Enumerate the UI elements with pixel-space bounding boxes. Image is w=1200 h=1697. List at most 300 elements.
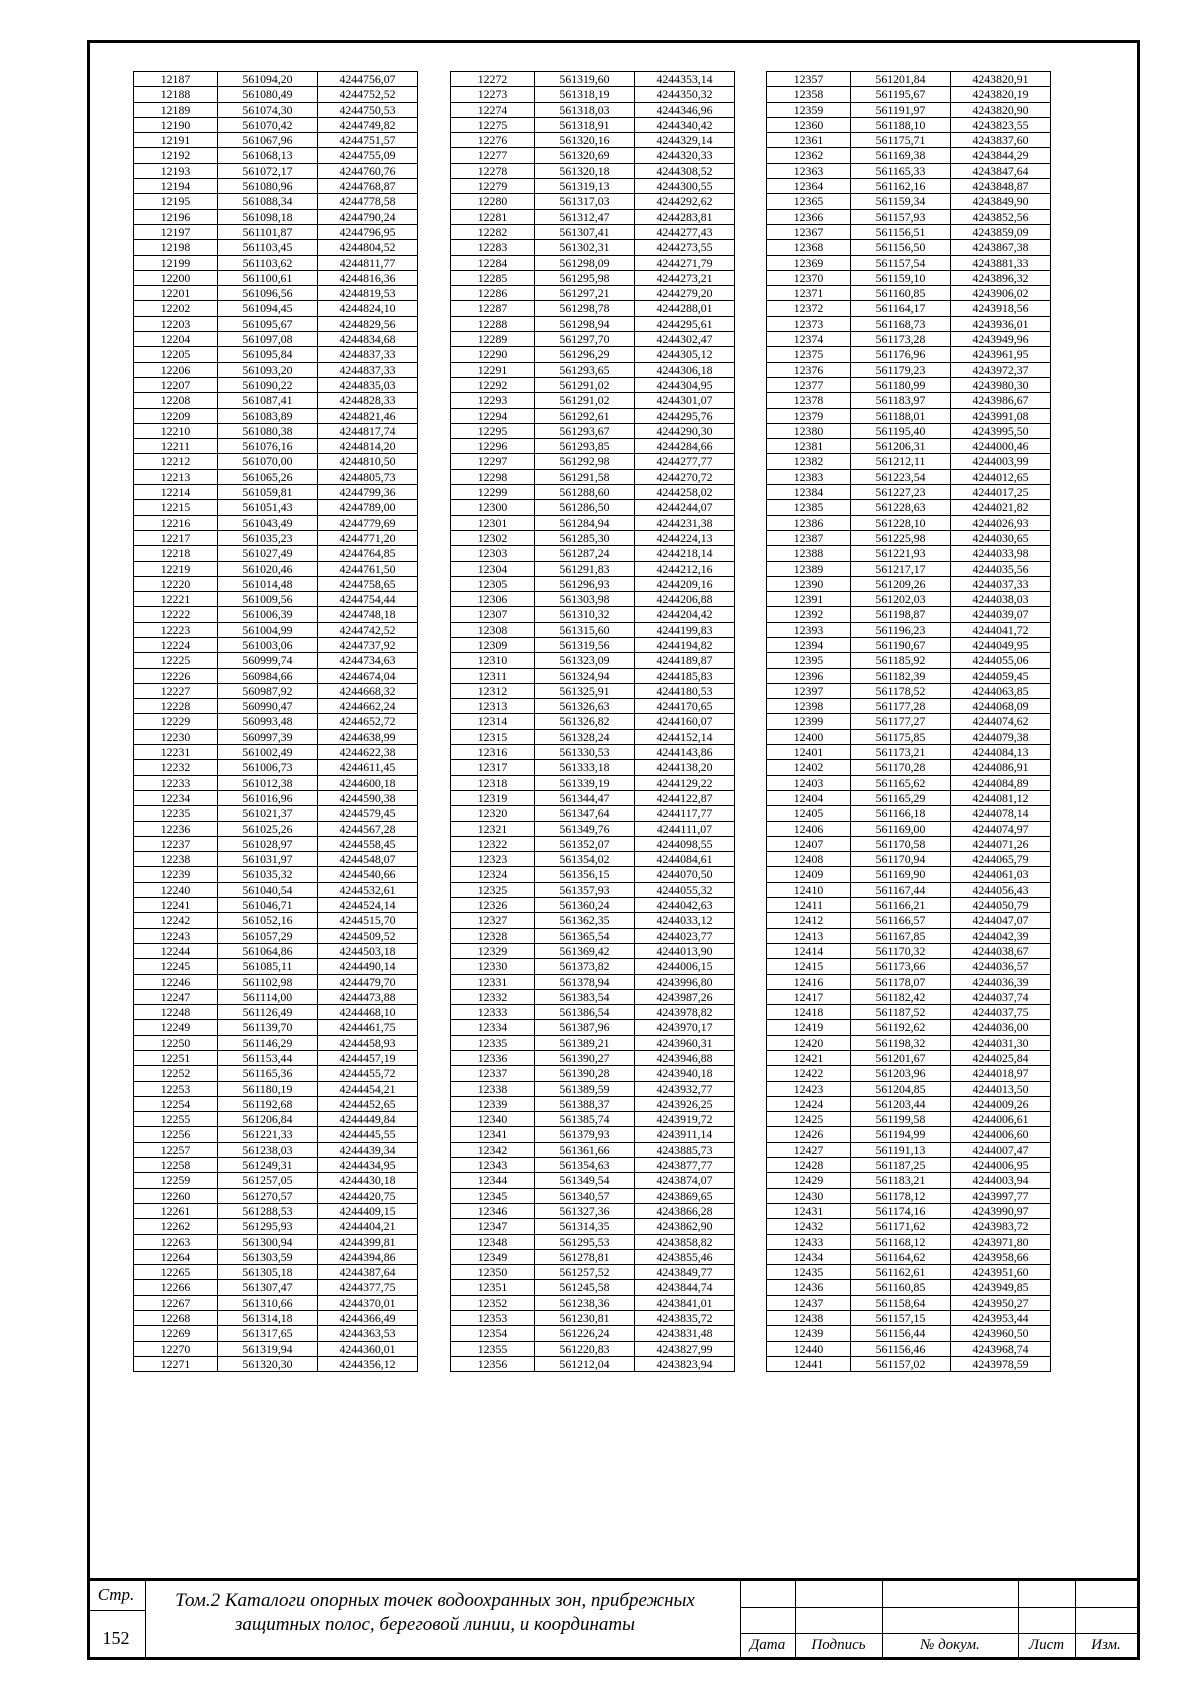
coordinate-x: 561365,54 — [535, 928, 635, 943]
coordinate-x: 561178,12 — [851, 1188, 951, 1203]
point-number: 12245 — [134, 959, 218, 974]
coordinate-y: 4244185,83 — [635, 668, 735, 683]
point-number: 12380 — [767, 423, 851, 438]
point-number: 12276 — [451, 133, 535, 148]
coordinate-y: 4244548,07 — [318, 852, 418, 867]
coordinate-y: 4243949,96 — [951, 332, 1051, 347]
coordinate-x: 561185,92 — [851, 653, 951, 668]
point-number: 12269 — [134, 1326, 218, 1341]
table-row — [451, 760, 735, 775]
coordinate-y: 4244036,00 — [951, 1020, 1051, 1035]
point-number: 12344 — [451, 1173, 535, 1188]
table-row — [134, 515, 418, 530]
point-number: 12261 — [134, 1203, 218, 1218]
coordinate-x: 561178,52 — [851, 683, 951, 698]
coordinate-y: 4244086,91 — [951, 760, 1051, 775]
table-row — [767, 989, 1051, 1004]
point-number: 12297 — [451, 454, 535, 469]
coordinate-x: 561168,12 — [851, 1234, 951, 1249]
coordinate-y: 4243831,48 — [635, 1326, 735, 1341]
table-row — [134, 699, 418, 714]
table-row — [767, 821, 1051, 836]
point-number: 12301 — [451, 515, 535, 530]
coordinate-y: 4244804,52 — [318, 240, 418, 255]
table-row — [767, 836, 1051, 851]
table-row — [134, 1051, 418, 1066]
coordinate-x: 561052,16 — [218, 913, 318, 928]
table-row — [134, 974, 418, 989]
coordinate-y: 4244461,75 — [318, 1020, 418, 1035]
coordinate-y: 4244524,14 — [318, 898, 418, 913]
table-row — [767, 133, 1051, 148]
coordinate-x: 561298,09 — [535, 255, 635, 270]
coordinate-x: 561196,23 — [851, 622, 951, 637]
coordinates-table-2 — [450, 71, 735, 1372]
table-row — [134, 1311, 418, 1326]
coordinate-y: 4244059,45 — [951, 668, 1051, 683]
coordinate-y: 4244811,77 — [318, 255, 418, 270]
table-row — [134, 454, 418, 469]
coordinate-y: 4244071,26 — [951, 836, 1051, 851]
coordinate-y: 4244789,00 — [318, 500, 418, 515]
table-row — [767, 867, 1051, 882]
point-number: 12283 — [451, 240, 535, 255]
coordinate-x: 561070,42 — [218, 117, 318, 132]
point-number: 12335 — [451, 1035, 535, 1050]
table-row — [767, 515, 1051, 530]
coordinate-y: 4244194,82 — [635, 637, 735, 652]
table-row — [767, 576, 1051, 591]
table-row — [134, 882, 418, 897]
coordinate-y: 4244231,38 — [635, 515, 735, 530]
coordinate-x: 561296,93 — [535, 576, 635, 591]
point-number: 12256 — [134, 1127, 218, 1142]
point-number: 12346 — [451, 1203, 535, 1218]
table-row — [134, 286, 418, 301]
coordinate-y: 4243950,27 — [951, 1295, 1051, 1310]
coordinate-x: 561203,96 — [851, 1066, 951, 1081]
point-number: 12417 — [767, 989, 851, 1004]
point-number: 12350 — [451, 1265, 535, 1280]
table-row — [134, 1280, 418, 1295]
coordinate-y: 4243827,99 — [635, 1341, 735, 1356]
coordinate-x: 561326,82 — [535, 714, 635, 729]
coordinate-y: 4243926,25 — [635, 1096, 735, 1111]
table-row — [134, 1234, 418, 1249]
point-number: 12206 — [134, 362, 218, 377]
coordinate-x: 561291,83 — [535, 561, 635, 576]
table-row — [767, 1249, 1051, 1264]
point-number: 12264 — [134, 1249, 218, 1264]
coordinate-x: 561379,93 — [535, 1127, 635, 1142]
coordinate-x: 561182,39 — [851, 668, 951, 683]
coordinate-x: 561025,26 — [218, 821, 318, 836]
table-row — [134, 668, 418, 683]
table-row — [767, 699, 1051, 714]
point-number: 12426 — [767, 1127, 851, 1142]
coordinate-y: 4244025,84 — [951, 1051, 1051, 1066]
point-number: 12257 — [134, 1142, 218, 1157]
table-row — [134, 1127, 418, 1142]
point-number: 12189 — [134, 102, 218, 117]
point-number: 12270 — [134, 1341, 218, 1356]
coordinate-x: 561295,93 — [218, 1219, 318, 1234]
point-number: 12294 — [451, 408, 535, 423]
coordinate-y: 4244734,63 — [318, 653, 418, 668]
coordinate-x: 561160,85 — [851, 286, 951, 301]
coordinate-x: 561360,24 — [535, 898, 635, 913]
coordinate-y: 4244055,06 — [951, 653, 1051, 668]
table-row — [134, 1112, 418, 1127]
table-row — [767, 500, 1051, 515]
coordinate-y: 4244042,39 — [951, 928, 1051, 943]
table-row — [767, 286, 1051, 301]
coordinate-x: 561170,94 — [851, 852, 951, 867]
coordinate-y: 4243970,17 — [635, 1020, 735, 1035]
coordinate-y: 4243820,90 — [951, 102, 1051, 117]
point-number: 12369 — [767, 255, 851, 270]
point-number: 12241 — [134, 898, 218, 913]
coordinate-x: 561317,03 — [535, 194, 635, 209]
coordinate-y: 4244036,57 — [951, 959, 1051, 974]
coordinate-x: 561307,47 — [218, 1280, 318, 1295]
coordinate-x: 561040,54 — [218, 882, 318, 897]
point-number: 12304 — [451, 561, 535, 576]
point-number: 12312 — [451, 683, 535, 698]
table-row — [451, 408, 735, 423]
coordinate-y: 4244277,43 — [635, 224, 735, 239]
coordinate-y: 4243972,37 — [951, 362, 1051, 377]
header-date: Дата — [749, 1637, 786, 1653]
point-number: 12258 — [134, 1158, 218, 1173]
coordinate-x: 561354,63 — [535, 1158, 635, 1173]
table-row — [451, 485, 735, 500]
coordinate-y: 4244084,61 — [635, 852, 735, 867]
coordinate-x: 561192,68 — [218, 1096, 318, 1111]
table-row — [767, 485, 1051, 500]
point-number: 12236 — [134, 821, 218, 836]
point-number: 12356 — [451, 1356, 535, 1371]
coordinate-x: 561225,98 — [851, 530, 951, 545]
coordinate-y: 4243960,31 — [635, 1035, 735, 1050]
coordinate-y: 4244012,65 — [951, 469, 1051, 484]
point-number: 12390 — [767, 576, 851, 591]
coordinate-x: 561004,99 — [218, 622, 318, 637]
table-row — [134, 1295, 418, 1310]
coordinate-y: 4244308,52 — [635, 163, 735, 178]
coordinate-x: 561095,84 — [218, 347, 318, 362]
point-number: 12405 — [767, 806, 851, 821]
point-number: 12351 — [451, 1280, 535, 1295]
coordinate-y: 4243960,50 — [951, 1326, 1051, 1341]
table-row — [767, 316, 1051, 331]
coordinate-x: 561307,41 — [535, 224, 635, 239]
point-number: 12272 — [451, 72, 535, 87]
point-number: 12317 — [451, 760, 535, 775]
table-row — [767, 1326, 1051, 1341]
table-row — [134, 255, 418, 270]
coordinate-y: 4244038,03 — [951, 592, 1051, 607]
point-number: 12385 — [767, 500, 851, 515]
point-number: 12415 — [767, 959, 851, 974]
coordinate-x: 561386,54 — [535, 1005, 635, 1020]
point-number: 12337 — [451, 1066, 535, 1081]
coordinate-x: 561319,60 — [535, 72, 635, 87]
coordinate-y: 4244409,15 — [318, 1203, 418, 1218]
coordinate-x: 561356,15 — [535, 867, 635, 882]
coordinate-y: 4244449,84 — [318, 1112, 418, 1127]
coordinate-x: 561352,07 — [535, 836, 635, 851]
table-row — [451, 240, 735, 255]
coordinate-x: 561238,03 — [218, 1142, 318, 1157]
table-row — [451, 209, 735, 224]
coordinate-y: 4243869,65 — [635, 1188, 735, 1203]
point-number: 12396 — [767, 668, 851, 683]
coordinate-y: 4244036,39 — [951, 974, 1051, 989]
coordinate-x: 561303,59 — [218, 1249, 318, 1264]
point-number: 12387 — [767, 530, 851, 545]
coordinate-y: 4243823,94 — [635, 1356, 735, 1371]
coordinate-x: 561139,70 — [218, 1020, 318, 1035]
point-number: 12373 — [767, 316, 851, 331]
document-title-line-1: Том.2 Каталоги опорных точек водоохранных зон, прибрежных — [175, 1590, 695, 1611]
table-row — [134, 72, 418, 87]
table-row — [134, 928, 418, 943]
point-number: 12231 — [134, 745, 218, 760]
coordinate-x: 561212,04 — [535, 1356, 635, 1371]
coordinate-y: 4244515,70 — [318, 913, 418, 928]
coordinate-y: 4244209,16 — [635, 576, 735, 591]
coordinate-y: 4243949,85 — [951, 1280, 1051, 1295]
coordinate-y: 4244084,13 — [951, 745, 1051, 760]
coordinate-y: 4244819,53 — [318, 286, 418, 301]
coordinate-y: 4244061,03 — [951, 867, 1051, 882]
coordinate-y: 4243958,66 — [951, 1249, 1051, 1264]
point-number: 12365 — [767, 194, 851, 209]
coordinate-y: 4243820,91 — [951, 72, 1051, 87]
table-row — [134, 821, 418, 836]
table-row — [134, 806, 418, 821]
point-number: 12420 — [767, 1035, 851, 1050]
table-row — [767, 806, 1051, 821]
point-number: 12223 — [134, 622, 218, 637]
coordinate-x: 561354,02 — [535, 852, 635, 867]
point-number: 12310 — [451, 653, 535, 668]
point-number: 12331 — [451, 974, 535, 989]
table-row — [767, 1066, 1051, 1081]
table-row — [134, 1203, 418, 1218]
coordinate-y: 4244768,87 — [318, 179, 418, 194]
point-number: 12282 — [451, 224, 535, 239]
point-number: 12375 — [767, 347, 851, 362]
coordinate-x: 561320,30 — [218, 1356, 318, 1371]
point-number: 12435 — [767, 1265, 851, 1280]
point-number: 12341 — [451, 1127, 535, 1142]
point-number: 12212 — [134, 454, 218, 469]
coordinate-y: 4244404,21 — [318, 1219, 418, 1234]
coordinate-y: 4243858,82 — [635, 1234, 735, 1249]
table-row — [767, 729, 1051, 744]
document-title-line-2: защитных полос, береговой линии, и координаты — [234, 1614, 635, 1635]
coordinate-y: 4244271,79 — [635, 255, 735, 270]
coordinate-x: 561303,98 — [535, 592, 635, 607]
point-number: 12407 — [767, 836, 851, 851]
point-number: 12235 — [134, 806, 218, 821]
point-number: 12361 — [767, 133, 851, 148]
point-number: 12278 — [451, 163, 535, 178]
coordinate-y: 4244143,86 — [635, 745, 735, 760]
coordinate-x: 561300,94 — [218, 1234, 318, 1249]
table-row — [767, 1188, 1051, 1203]
table-row — [451, 439, 735, 454]
point-number: 12243 — [134, 928, 218, 943]
table-row — [451, 729, 735, 744]
point-number: 12432 — [767, 1219, 851, 1234]
point-number: 12191 — [134, 133, 218, 148]
table-row — [134, 1356, 418, 1371]
table-row — [451, 454, 735, 469]
coordinate-x: 561153,44 — [218, 1051, 318, 1066]
point-number: 12353 — [451, 1311, 535, 1326]
table-row — [451, 1326, 735, 1341]
coordinate-x: 561320,69 — [535, 148, 635, 163]
table-row — [451, 1173, 735, 1188]
coordinate-y: 4244013,50 — [951, 1081, 1051, 1096]
point-number: 12250 — [134, 1035, 218, 1050]
table-row — [134, 1341, 418, 1356]
coordinate-x: 561310,66 — [218, 1295, 318, 1310]
coordinate-y: 4244117,77 — [635, 806, 735, 821]
point-number: 12259 — [134, 1173, 218, 1188]
coordinate-x: 561074,30 — [218, 102, 318, 117]
coordinate-x: 561192,62 — [851, 1020, 951, 1035]
coordinate-x: 560999,74 — [218, 653, 318, 668]
coordinate-x: 561362,35 — [535, 913, 635, 928]
table-row — [767, 209, 1051, 224]
coordinate-x: 561162,16 — [851, 179, 951, 194]
point-number: 12423 — [767, 1081, 851, 1096]
coordinate-y: 4243844,29 — [951, 148, 1051, 163]
point-number: 12430 — [767, 1188, 851, 1203]
header-sheet: Лист — [1028, 1637, 1065, 1653]
point-number: 12383 — [767, 469, 851, 484]
table-row — [767, 592, 1051, 607]
table-row — [767, 469, 1051, 484]
coordinate-y: 4244458,93 — [318, 1035, 418, 1050]
coordinate-y: 4244068,09 — [951, 699, 1051, 714]
table-row — [134, 1035, 418, 1050]
coordinate-y: 4244662,24 — [318, 699, 418, 714]
point-number: 12200 — [134, 270, 218, 285]
coordinate-x: 561165,29 — [851, 790, 951, 805]
table-row — [451, 1356, 735, 1371]
coordinate-y: 4244244,07 — [635, 500, 735, 515]
coordinate-y: 4243859,09 — [951, 224, 1051, 239]
point-number: 12246 — [134, 974, 218, 989]
table-row — [451, 882, 735, 897]
coordinate-y: 4243896,32 — [951, 270, 1051, 285]
point-number: 12399 — [767, 714, 851, 729]
coordinate-x: 561031,97 — [218, 852, 318, 867]
point-number: 12214 — [134, 485, 218, 500]
coordinate-x: 561080,96 — [218, 179, 318, 194]
coordinate-y: 4243849,77 — [635, 1265, 735, 1280]
coordinate-x: 561204,85 — [851, 1081, 951, 1096]
coordinate-x: 561221,93 — [851, 546, 951, 561]
coordinate-x: 561249,31 — [218, 1158, 318, 1173]
coordinate-x: 561002,49 — [218, 745, 318, 760]
table-row — [134, 500, 418, 515]
table-row — [134, 576, 418, 591]
point-number: 12187 — [134, 72, 218, 87]
coordinate-x: 561318,91 — [535, 117, 635, 132]
table-row — [767, 1295, 1051, 1310]
coordinate-x: 561100,61 — [218, 270, 318, 285]
coordinate-x: 561297,70 — [535, 332, 635, 347]
coordinate-y: 4244007,47 — [951, 1142, 1051, 1157]
coordinate-x: 561168,73 — [851, 316, 951, 331]
table-row — [451, 1142, 735, 1157]
coordinate-y: 4244356,12 — [318, 1356, 418, 1371]
coordinate-x: 561361,66 — [535, 1142, 635, 1157]
coordinate-y: 4244065,79 — [951, 852, 1051, 867]
table-row — [134, 209, 418, 224]
table-row — [451, 1158, 735, 1173]
coordinate-x: 561188,10 — [851, 117, 951, 132]
point-number: 12355 — [451, 1341, 535, 1356]
point-number: 12414 — [767, 943, 851, 958]
coordinate-y: 4244111,07 — [635, 821, 735, 836]
point-number: 12234 — [134, 790, 218, 805]
table-row — [134, 943, 418, 958]
coordinate-x: 561160,85 — [851, 1280, 951, 1295]
point-number: 12277 — [451, 148, 535, 163]
coordinate-x: 561333,18 — [535, 760, 635, 775]
table-row — [134, 194, 418, 209]
table-row — [767, 1005, 1051, 1020]
coordinate-y: 4243951,60 — [951, 1265, 1051, 1280]
coordinate-y: 4244037,33 — [951, 576, 1051, 591]
table-row — [767, 117, 1051, 132]
point-number: 12434 — [767, 1249, 851, 1264]
coordinate-y: 4244360,01 — [318, 1341, 418, 1356]
coordinate-x: 561101,87 — [218, 224, 318, 239]
coordinate-x: 561318,19 — [535, 87, 635, 102]
coordinate-y: 4244038,67 — [951, 943, 1051, 958]
coordinate-x: 561287,24 — [535, 546, 635, 561]
table-row — [451, 72, 735, 87]
point-number: 12395 — [767, 653, 851, 668]
table-row — [451, 790, 735, 805]
point-number: 12292 — [451, 377, 535, 392]
coordinate-x: 561389,59 — [535, 1081, 635, 1096]
coordinate-y: 4244611,45 — [318, 760, 418, 775]
point-number: 12252 — [134, 1066, 218, 1081]
coordinate-x: 561003,06 — [218, 637, 318, 652]
point-number: 12210 — [134, 423, 218, 438]
point-number: 12349 — [451, 1249, 535, 1264]
coordinate-y: 4244814,20 — [318, 439, 418, 454]
coordinate-y: 4244288,01 — [635, 301, 735, 316]
table-row — [451, 1311, 735, 1326]
coordinate-x: 561159,34 — [851, 194, 951, 209]
coordinate-y: 4244042,63 — [635, 898, 735, 913]
coordinate-y: 4244018,97 — [951, 1066, 1051, 1081]
table-row — [451, 806, 735, 821]
table-row — [767, 668, 1051, 683]
coordinate-x: 561194,99 — [851, 1127, 951, 1142]
coordinate-x: 561156,51 — [851, 224, 951, 239]
